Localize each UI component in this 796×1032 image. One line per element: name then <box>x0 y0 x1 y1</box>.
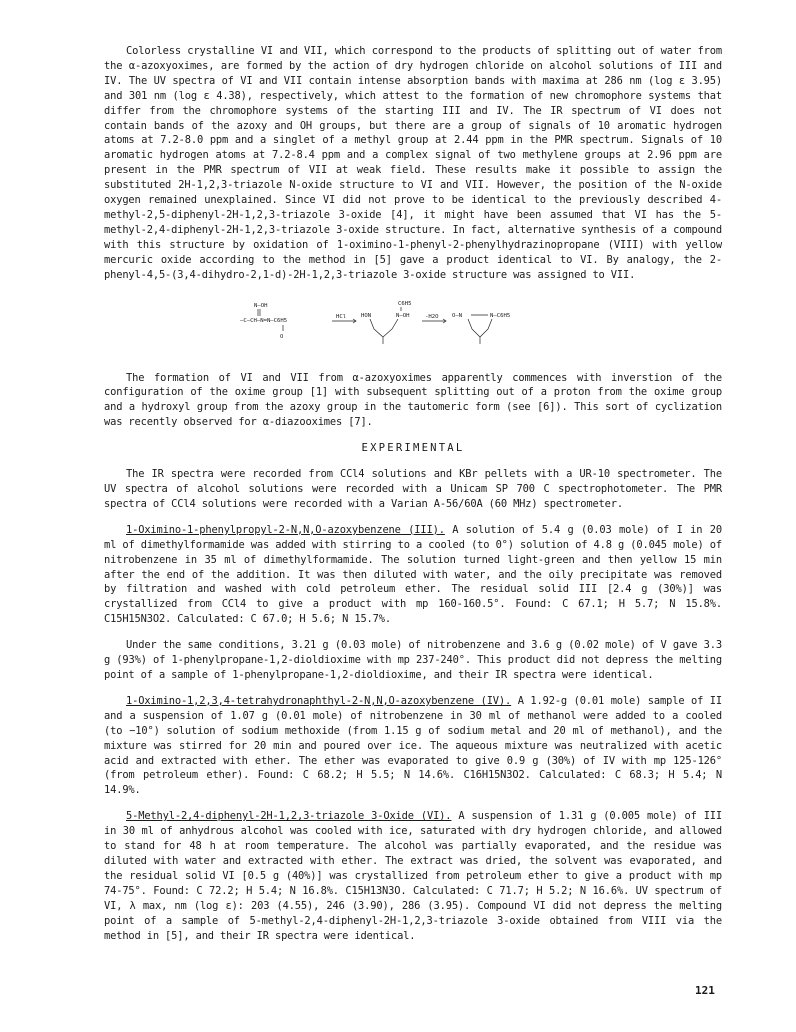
intro-paragraph-1: Colorless crystalline VI and VII, which correspond to the products of splitting out of water from the α-azoxyoximes, are formed by the action of dry hydrogen chloride on alcohol solutions of III and IV. The UV spectra of VI and VII contain intense absorption bands with maxima at 286 nm (log ε 3.95) and 301 nm (log ε 4.38), respectively, which attest to the formation of new chromophore systems that differ from the chromophore systems of the starting III and IV. The IR spectrum of VI does not contain bands of the azoxy and OH groups, but there are a group of signals of 10 aromatic hydrogen atoms at 7.2-8.0 ppm and a singlet of a methyl group at 2.44 ppm in the PMR spectrum. Signals of 10 aromatic hydrogen atoms at 7.2-8.4 ppm and a complex signal of two methylene groups at 2.96 ppm are present in the PMR spectrum of VII at weak field. These results make it possible to assign the substituted 2H-1,2,3-triazole N-oxide structure to VI and VII. However, the position of the N-oxide oxygen remained unexplained. Since VI did not prove to be identical to the previously described 4-methyl-2,5-diphenyl-2H-1,2,3-triazole 3-oxide [4], it might have been assumed that VI has the 5-methyl-2,4-diphenyl-2H-1,2,3-triazole 3-oxide structure. In fact, alternative synthesis of a compound with this structure by oxidation of 1-oximino-1-phenyl-2-phenylhydrazinopropane (VIII) with yellow mercuric oxide according to the method in [5] gave a product identical to VI. By analogy, the 2-phenyl-4,5-(3,4-dihydro-2,1-d)-2H-1,2,3-triazole 3-oxide structure was assigned to VII. <box>104 45 722 281</box>
scheme-label-4: N—OH <box>396 312 410 319</box>
synthesis-vi-paragraph <box>104 809 722 943</box>
intro-paragraph-2: The formation of VI and VII from α-azoxyoximes apparently commences with inverstion of the configuration of the oxime group [1] with subsequent splitting out of a proton from the oxime group and a hydroxyl group from the azoxy group in the tautomeric form (see [6]). This sort of cyclization was recently observed for α-diazooximes [7]. <box>104 371 722 429</box>
synthesis-vi-title: 5-Methyl-2,4-diphenyl-2H-1,2,3-triazole 3-Oxide (VI). <box>126 810 452 823</box>
scheme-label-0: N—OH <box>254 302 268 309</box>
scheme-reagent-water: -H2O <box>425 313 439 320</box>
scheme-label-1: —C—CH—N=N—C6H5 <box>240 317 288 324</box>
scheme-label-2: O <box>280 333 284 340</box>
scheme-label-6: O—N <box>452 312 463 319</box>
section-heading-experimental: EXPERIMENTAL <box>361 442 465 455</box>
scheme-reagent-hcl: HCl <box>336 313 347 320</box>
synthesis-iii-paragraph <box>104 523 722 627</box>
synthesis-iv-paragraph <box>104 694 722 798</box>
reaction-scheme-drawing <box>240 297 580 353</box>
scheme-label-3: HON <box>361 312 372 319</box>
synthesis-iv-title: 1-Oximino-1,2,3,4-tetrahydronaphthyl-2-N,N,O-azoxybenzene (IV). <box>126 694 512 707</box>
scheme-label-7: N—C6H5 <box>490 312 511 319</box>
reaction-scheme <box>104 297 722 353</box>
article-page <box>104 44 722 943</box>
scheme-label-5: C6H5 <box>398 300 412 307</box>
synthesis-iv-text: A 1.92-g (0.01 mole) sample of II and a suspension of 1.07 g (0.01 mole) of nitrobenzene in 30 ml of methanol were added to a cooled (to −10°) solution of sodium methoxide (from 1.15 g of sodium metal and 20 ml of methanol), and the mixture was stirred for 20 min and poured over ice. The aqueous mixture was neutralized with acetic acid and extracted with ether. The ether was evaporated to give 0.9 g (30%) of IV with mp 125-126° (from petroleum ether). Found: C 68.2; H 5.5; N 14.6%. C16H15N3O2. Calculated: C 68.3; H 5.4; N 14.9%. <box>104 694 723 797</box>
experimental-general-paragraph: The IR spectra were recorded from CCl4 solutions and KBr pellets with a UR-10 spectrometer. The UV spectra of alcohol solutions were recorded with a Unicam SP 700 C spectrophotometer. The PMR spectra of CCl4 solutions were recorded with a Varian A-56/60A (60 MHz) spectrometer. <box>104 468 722 510</box>
synthesis-v-paragraph: Under the same conditions, 3.21 g (0.03 mole) of nitrobenzene and 3.6 g (0.02 mole) of V gave 3.3 g (93%) of 1-phenylpropane-1,2-dioldioxime with mp 237-240°. This product did not depress the melting point of a sample of 1-phenylpropane-1,2-dioldioxime, and their IR spectra were identical. <box>104 639 722 681</box>
synthesis-vi-text: A suspension of 1.31 g (0.005 mole) of III in 30 ml of anhydrous alcohol was cooled with ice, saturated with dry hydrogen chloride, and allowed to stand for 48 h at room temperature. The alcohol was partially evaporated, and the residue was diluted with water and extracted with ether. The extract was dried, the solvent was evaporated, and the residual solid VI [0.5 g (40%)] was crystallized from petroleum ether to give a product with mp 74-75°. Found: C 72.2; H 5.4; N 16.8%. C15H13N3O. Calculated: C 71.7; H 5.2; N 16.6%. UV spectrum of VI, λ max, nm (log ε): 203 (4.55), 246 (3.90), 286 (3.95). Compound VI did not depress the melting point of a sample of 5-methyl-2,4-diphenyl-2H-1,2,3-triazole 3-oxide obtained from VIII via the method in [5], and their IR spectra were identical. <box>104 810 723 942</box>
synthesis-iii-title: 1-Oximino-1-phenylpropyl-2-N,N,O-azoxybenzene (III). <box>126 523 445 536</box>
page-number: 121 <box>695 984 715 997</box>
synthesis-iii-text: A solution of 5.4 g (0.03 mole) of I in 20 ml of dimethylformamide was added with stirring to a cooled (to 0°) solution of 4.8 g (0.045 mole) of nitrobenzene in 35 ml of dimethylformamide. The solution turned light-green and then yellow 15 min after the end of the addition. It was then diluted with water, and the oily precipitate was removed by filtration and washed with cold petroleum ether. The residual solid III [2.4 g (30%)] was crystallized from CCl4 to give a product with mp 160-160.5°. Found: C 67.1; H 5.7; N 15.8%. C15H15N3O2. Calculated: C 67.0; H 5.6; N 15.7%. <box>104 523 722 626</box>
